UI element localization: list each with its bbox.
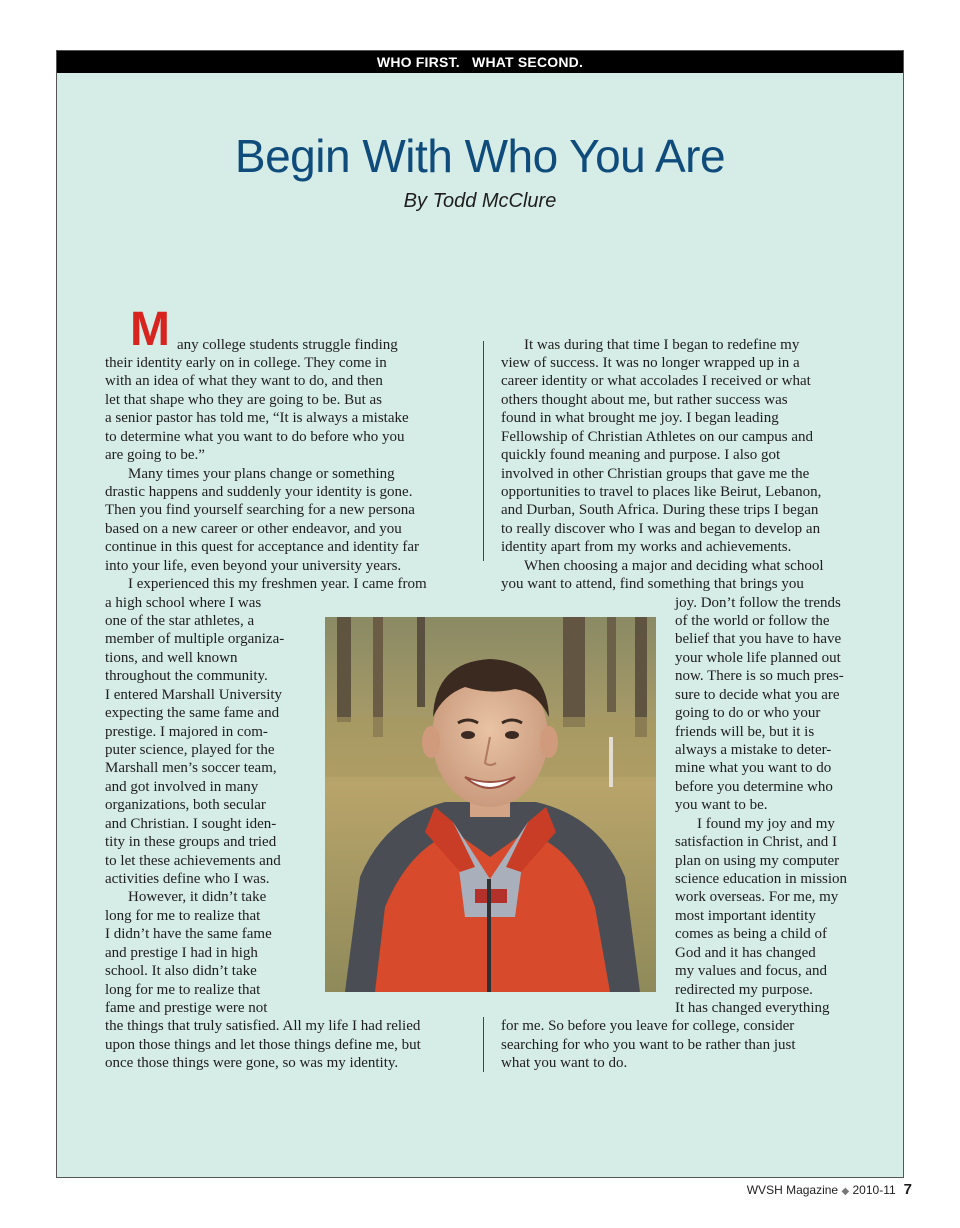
text-line: of the world or follow the — [675, 613, 830, 629]
text-line: their identity early on in college. They come in — [105, 355, 387, 371]
text-line: based on a new career or other endeavor, and you — [105, 521, 402, 537]
text-line: work overseas. For me, my — [675, 889, 839, 905]
text-line: into your life, even beyond your university years. — [105, 558, 402, 574]
text-line: tity in these groups and tried — [105, 834, 277, 850]
text-line: puter science, played for the — [105, 742, 275, 758]
text-line: God and it has changed — [675, 945, 816, 961]
text-line: When choosing a major and deciding what school — [524, 558, 824, 574]
article-byline: By Todd McClure — [403, 190, 557, 212]
text-line: prestige. I majored in com- — [105, 724, 268, 740]
text-line: career identity or what accolades I received or what — [501, 373, 811, 389]
text-line: friends will be, but it is — [675, 724, 815, 740]
text-line: the things that truly satisfied. All my life I had relied — [105, 1018, 421, 1034]
text-line: searching for who you want to be rather than just — [501, 1037, 796, 1053]
text-line: and got involved in many — [105, 779, 259, 795]
text-line: satisfaction in Christ, and I — [675, 834, 838, 850]
page-footer — [747, 1180, 912, 1202]
text-line: and Durban, South Africa. During these trips I began — [501, 502, 819, 518]
text-line: plan on using my computer — [675, 853, 840, 869]
text-line: let that shape who they are going to be. But as — [105, 392, 383, 408]
text-line: joy. Don’t follow the trends — [675, 595, 841, 611]
text-line: your whole life planned out — [675, 650, 841, 666]
text-line: redirected my purpose. — [675, 982, 813, 998]
text-line: once those things were gone, so was my identity. — [105, 1055, 399, 1071]
text-line: However, it didn’t take — [128, 889, 267, 905]
text-line: to determine what you want to do before who you — [105, 429, 405, 445]
footer-magazine: WVSH Magazine — [746, 1183, 839, 1197]
text-line: most important identity — [675, 908, 816, 924]
text-line: you want to attend, find something that brings you — [501, 576, 804, 592]
text-line: I found my joy and my — [697, 816, 835, 832]
text-line: upon those things and let those things define me, but — [105, 1037, 421, 1053]
text-line: and prestige I had in high — [105, 945, 258, 961]
text-line: member of multiple organiza- — [105, 631, 285, 647]
text-line: throughout the community. — [105, 668, 268, 684]
text-line: It has changed everything — [675, 1000, 830, 1016]
text-line: quickly found meaning and purpose. I also got — [501, 447, 781, 463]
text-line: before you determine who — [675, 779, 833, 795]
text-line: continue in this quest for acceptance and identity far — [105, 539, 420, 555]
section-banner: WHO FIRST. WHAT SECOND. — [57, 51, 903, 73]
text-line: Marshall men’s soccer team, — [105, 760, 277, 776]
text-line: what you want to do. — [501, 1055, 628, 1071]
footer-issue: 2010-11 — [852, 1183, 896, 1197]
diamond-icon: ◆ — [841, 1186, 850, 1197]
text-line: activities define who I was. — [105, 871, 270, 887]
text-line: a senior pastor has told me, “It is always a mistake — [105, 410, 409, 426]
text-line: opportunities to travel to places like Beirut, Lebanon, — [501, 484, 822, 500]
text-line: It was during that time I began to redefine my — [524, 337, 800, 353]
text-line: I entered Marshall University — [105, 687, 283, 703]
text-line: comes as being a child of — [675, 926, 828, 942]
text-line: others thought about me, but rather success was — [501, 392, 788, 408]
text-line: involved in other Christian groups that gave me the — [501, 466, 810, 482]
text-line: school. It also didn’t take — [105, 963, 257, 979]
text-line: now. There is so much pres- — [675, 668, 844, 684]
text-line: organizations, both secular — [105, 797, 266, 813]
text-line: going to do or who your — [675, 705, 821, 721]
text-line: to let these achievements and — [105, 853, 281, 869]
text-line: science education in mission — [675, 871, 848, 887]
text-line: Many times your plans change or something — [128, 466, 395, 482]
text-line: any college students struggle finding — [177, 337, 398, 353]
text-line: fame and prestige were not — [105, 1000, 268, 1016]
article-title: Begin With Who You Are — [234, 130, 726, 182]
text-line: one of the star athletes, a — [105, 613, 255, 629]
text-line: tions, and well known — [105, 650, 238, 666]
page-number: 7 — [903, 1181, 912, 1198]
column-rule-bottom — [483, 1017, 484, 1072]
column-rule-top — [483, 341, 484, 561]
author-photo — [325, 617, 656, 992]
text-line: a high school where I was — [105, 595, 262, 611]
text-line: mine what you want to do — [675, 760, 832, 776]
text-line: are going to be.” — [105, 447, 205, 463]
text-line: my values and focus, and — [675, 963, 828, 979]
text-line: belief that you have to have — [675, 631, 842, 647]
drop-cap: M — [130, 303, 170, 356]
text-line: Then you find yourself searching for a new persona — [105, 502, 415, 518]
text-line: I experienced this my freshmen year. I came from — [128, 576, 427, 592]
text-line: found in what brought me joy. I began leading — [501, 410, 779, 426]
text-line: and Christian. I sought iden- — [105, 816, 277, 832]
text-line: Fellowship of Christian Athletes on our campus and — [501, 429, 814, 445]
text-line: drastic happens and suddenly your identity is gone. — [105, 484, 413, 500]
text-line: to really discover who I was and began to develop an — [501, 521, 821, 537]
text-line: sure to decide what you are — [675, 687, 840, 703]
text-line: with an idea of what they want to do, and then — [105, 373, 383, 389]
text-line: for me. So before you leave for college, consider — [501, 1018, 795, 1034]
text-line: identity apart from my works and achievements. — [501, 539, 792, 555]
text-line: view of success. It was no longer wrapped up in a — [501, 355, 800, 371]
text-line: long for me to realize that — [105, 908, 261, 924]
text-line: you want to be. — [675, 797, 768, 813]
text-line: long for me to realize that — [105, 982, 261, 998]
text-line: I didn’t have the same fame — [105, 926, 272, 942]
text-line: expecting the same fame and — [105, 705, 280, 721]
text-line: always a mistake to deter- — [675, 742, 832, 758]
